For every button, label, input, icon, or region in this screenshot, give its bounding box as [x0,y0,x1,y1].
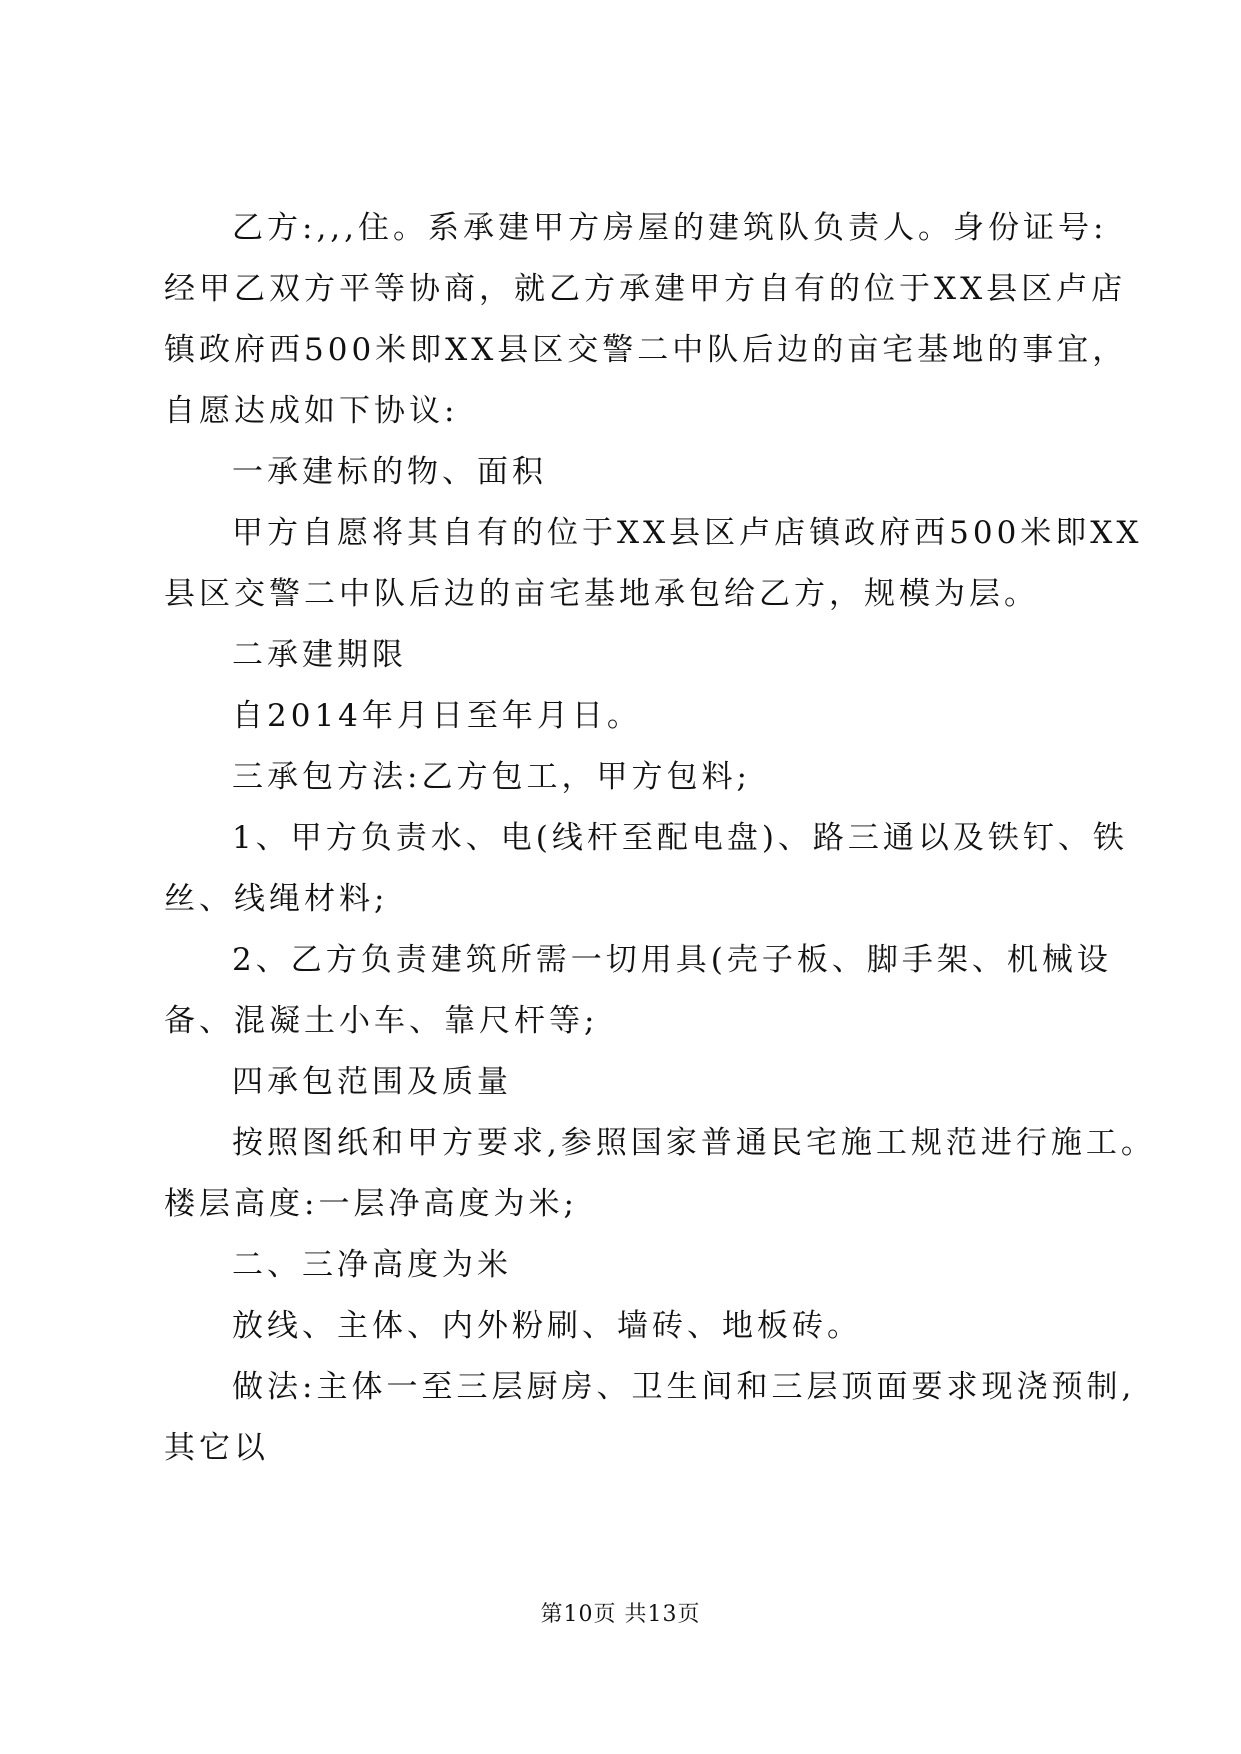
paragraph-line: 自2014年月日至年月日。 [232,698,642,734]
paragraph-line: 二、三净高度为米 [232,1247,512,1283]
paragraph-line: 经甲乙双方平等协商，就乙方承建甲方自有的位于XX县区卢店 [164,271,1127,307]
list-item-continuation: 备、混凝土小车、靠尺杆等; [164,1003,599,1039]
section-heading: 一承建标的物、面积 [232,454,547,490]
list-item: 1、甲方负责水、电(线杆至配电盘)、路三通以及铁钉、铁 [232,820,1128,856]
paragraph-line: 县区交警二中队后边的亩宅基地承包给乙方，规模为层。 [164,576,1039,612]
paragraph-line: 乙方:,,,住。系承建甲方房屋的建筑队负责人。身份证号: [232,210,1108,246]
paragraph-line: 镇政府西500米即XX县区交警二中队后边的亩宅基地的事宜， [164,332,1128,368]
paragraph-line: 楼层高度:一层净高度为米; [164,1186,578,1222]
list-item: 2、乙方负责建筑所需一切用具(壳子板、脚手架、机械设 [232,942,1112,978]
paragraph-line: 放线、主体、内外粉刷、墙砖、地板砖。 [232,1308,862,1344]
list-item-continuation: 丝、线绳材料; [164,881,389,917]
page-footer: 第10页 共13页 [540,1602,701,1627]
paragraph-line: 其它以 [164,1430,269,1466]
paragraph-line: 甲方自愿将其自有的位于XX县区卢店镇政府西500米即XX [232,515,1143,551]
paragraph-line: 按照图纸和甲方要求,参照国家普通民宅施工规范进行施工。 [232,1125,1156,1161]
paragraph-line: 自愿达成如下协议: [164,393,459,429]
section-heading: 四承包范围及质量 [232,1064,512,1100]
section-heading: 二承建期限 [232,637,407,673]
section-heading: 三承包方法:乙方包工，甲方包料; [232,759,751,795]
paragraph-line: 做法:主体一至三层厨房、卫生间和三层顶面要求现浇预制, [232,1369,1136,1405]
